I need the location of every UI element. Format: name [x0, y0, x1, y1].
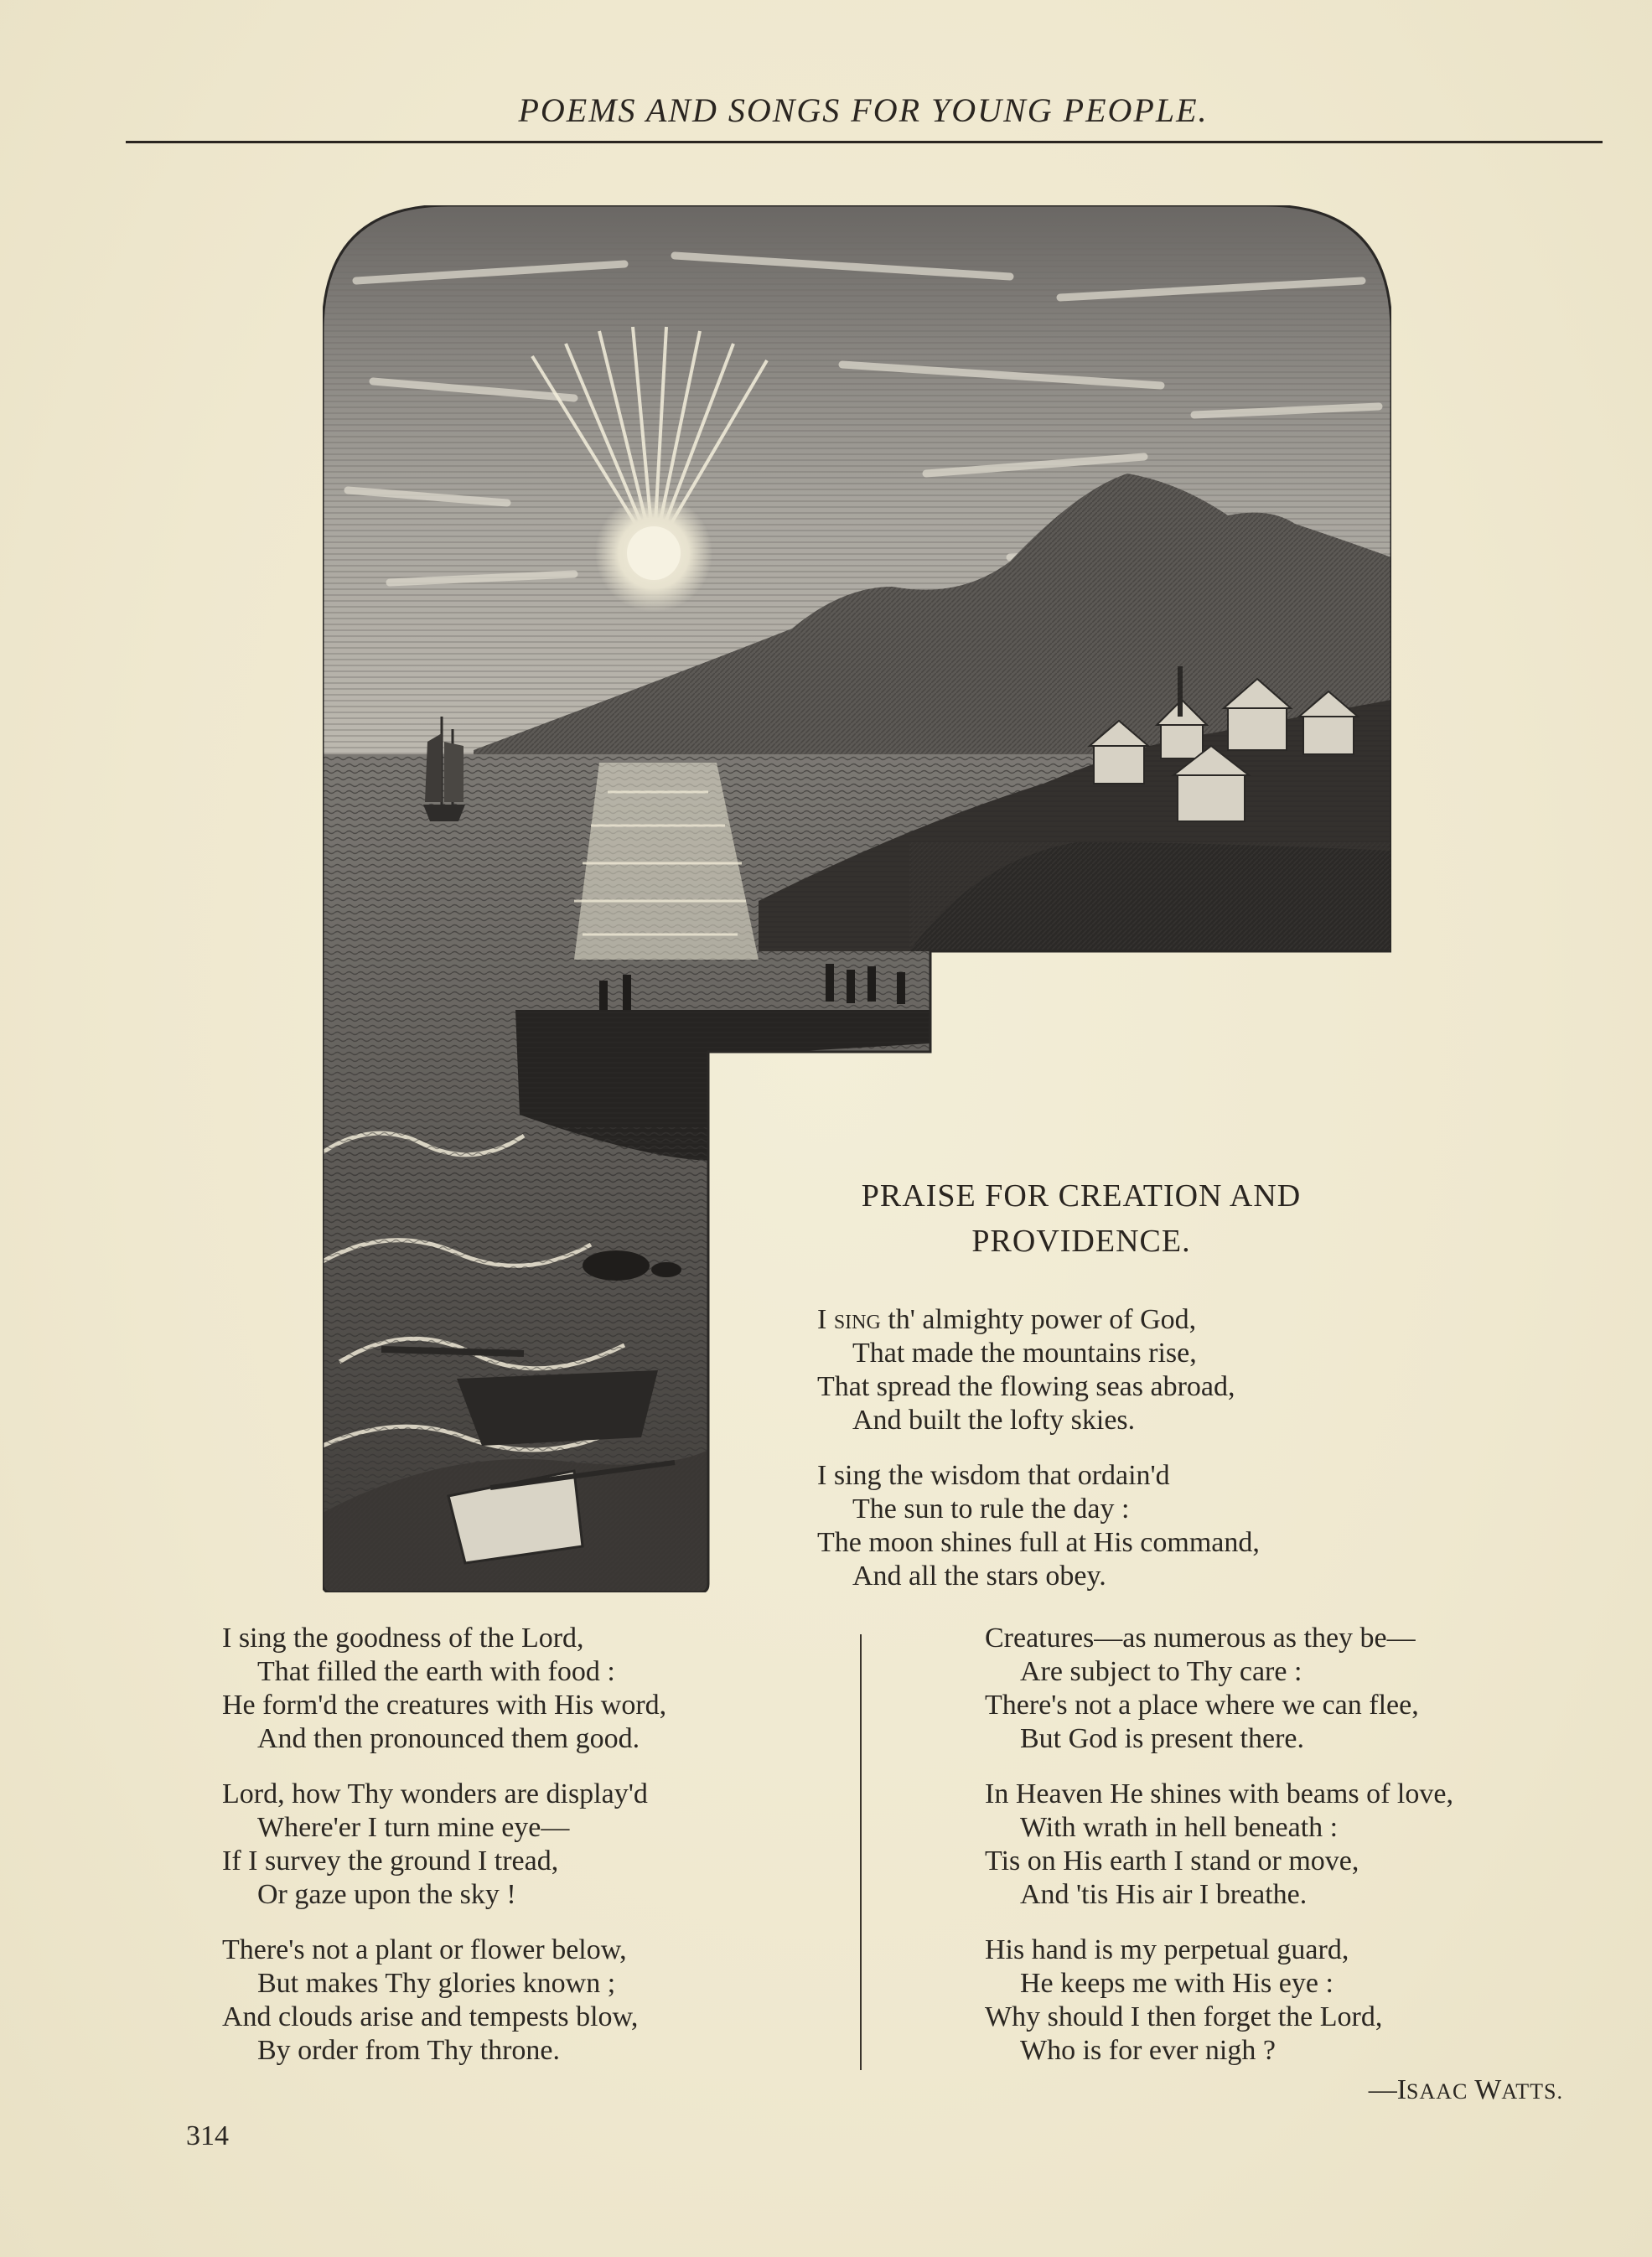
poem-title-line-1: PRAISE FOR CREATION AND [861, 1178, 1302, 1214]
verse-line: Are subject to Thy care : [1020, 1656, 1302, 1687]
verse-line: There's not a plant or flower below, [222, 1934, 627, 1965]
verse-line: And then pronounced them good. [257, 1723, 640, 1754]
verse-line: Creatures—as numerous as they be— [985, 1623, 1416, 1654]
verse-line: Or gaze upon the sky ! [257, 1879, 516, 1910]
stanza [222, 1933, 834, 2068]
author-attribution [1224, 2074, 1563, 2106]
verse-line: In Heaven He shines with beams of love, [985, 1778, 1453, 1809]
verse-line: Who is for ever nigh ? [1020, 2035, 1276, 2066]
author-last-initial: W [1474, 2074, 1502, 2105]
verse-line: The moon shines full at His command, [817, 1527, 1260, 1558]
stanza [985, 1778, 1605, 1912]
column-divider [860, 1634, 862, 2070]
stanza [222, 1622, 834, 1756]
verse-line: Tis on His earth I stand or move, [985, 1845, 1359, 1877]
header-rule [126, 141, 1603, 143]
verse-line: That spread the flowing seas abroad, [817, 1371, 1235, 1402]
verse-line: Why should I then forget the Lord, [985, 2001, 1383, 2032]
verse-line: And built the lofty skies. [852, 1405, 1136, 1436]
verse-line: That filled the earth with food : [257, 1656, 615, 1687]
verse-line: Where'er I turn mine eye— [257, 1812, 570, 1843]
stanza [985, 1933, 1605, 2068]
page-number: 314 [186, 2120, 229, 2151]
verse-line: If I survey the ground I tread, [222, 1845, 559, 1877]
author-last-rest: ATTS. [1501, 2079, 1563, 2104]
verse-line: I sing the wisdom that ordain'd [817, 1460, 1170, 1491]
verse-line: The sun to rule the day : [852, 1493, 1130, 1525]
author-dash: — [1368, 2074, 1397, 2105]
verse-line: He form'd the creatures with His word, [222, 1690, 667, 1721]
stanza [985, 1622, 1605, 1756]
verse-line: But makes Thy glories known ; [257, 1968, 616, 1999]
poem-right-column [985, 1622, 1605, 2089]
stanza [817, 1303, 1404, 1437]
verse-line: By order from Thy throne. [257, 2035, 561, 2066]
stanza [222, 1778, 834, 1912]
opening-word: I sing [817, 1304, 881, 1335]
poem-title [754, 1173, 1408, 1264]
verse-line: There's not a place where we can flee, [985, 1690, 1419, 1721]
verse-line [817, 1303, 1404, 1337]
poem-top-column [817, 1303, 1404, 1615]
verse-line: And 'tis His air I breathe. [1020, 1879, 1308, 1910]
verse-line: Lord, how Thy wonders are display'd [222, 1778, 648, 1809]
verse-line: And all the stars obey. [852, 1561, 1106, 1592]
verse-line: With wrath in hell beneath : [1020, 1812, 1339, 1843]
verse-line: But God is present there. [1020, 1723, 1304, 1754]
verse-line: He keeps me with His eye : [1020, 1968, 1334, 1999]
running-head: POEMS AND SONGS FOR YOUNG PEOPLE. [518, 91, 1209, 129]
author-first-initial: I [1396, 2074, 1407, 2105]
verse-line: That made the mountains rise, [852, 1338, 1197, 1369]
verse-line-rest: th' almighty power of God, [880, 1304, 1197, 1335]
verse-line: His hand is my perpetual guard, [985, 1934, 1349, 1965]
verse-line: And clouds arise and tempests blow, [222, 2001, 639, 2032]
author-first-rest: SAAC [1406, 2079, 1468, 2104]
verse-line: I sing the goodness of the Lord, [222, 1623, 584, 1654]
stanza [817, 1459, 1404, 1593]
poem-left-column [222, 1622, 834, 2089]
poem-title-line-2: PROVIDENCE. [971, 1224, 1191, 1259]
